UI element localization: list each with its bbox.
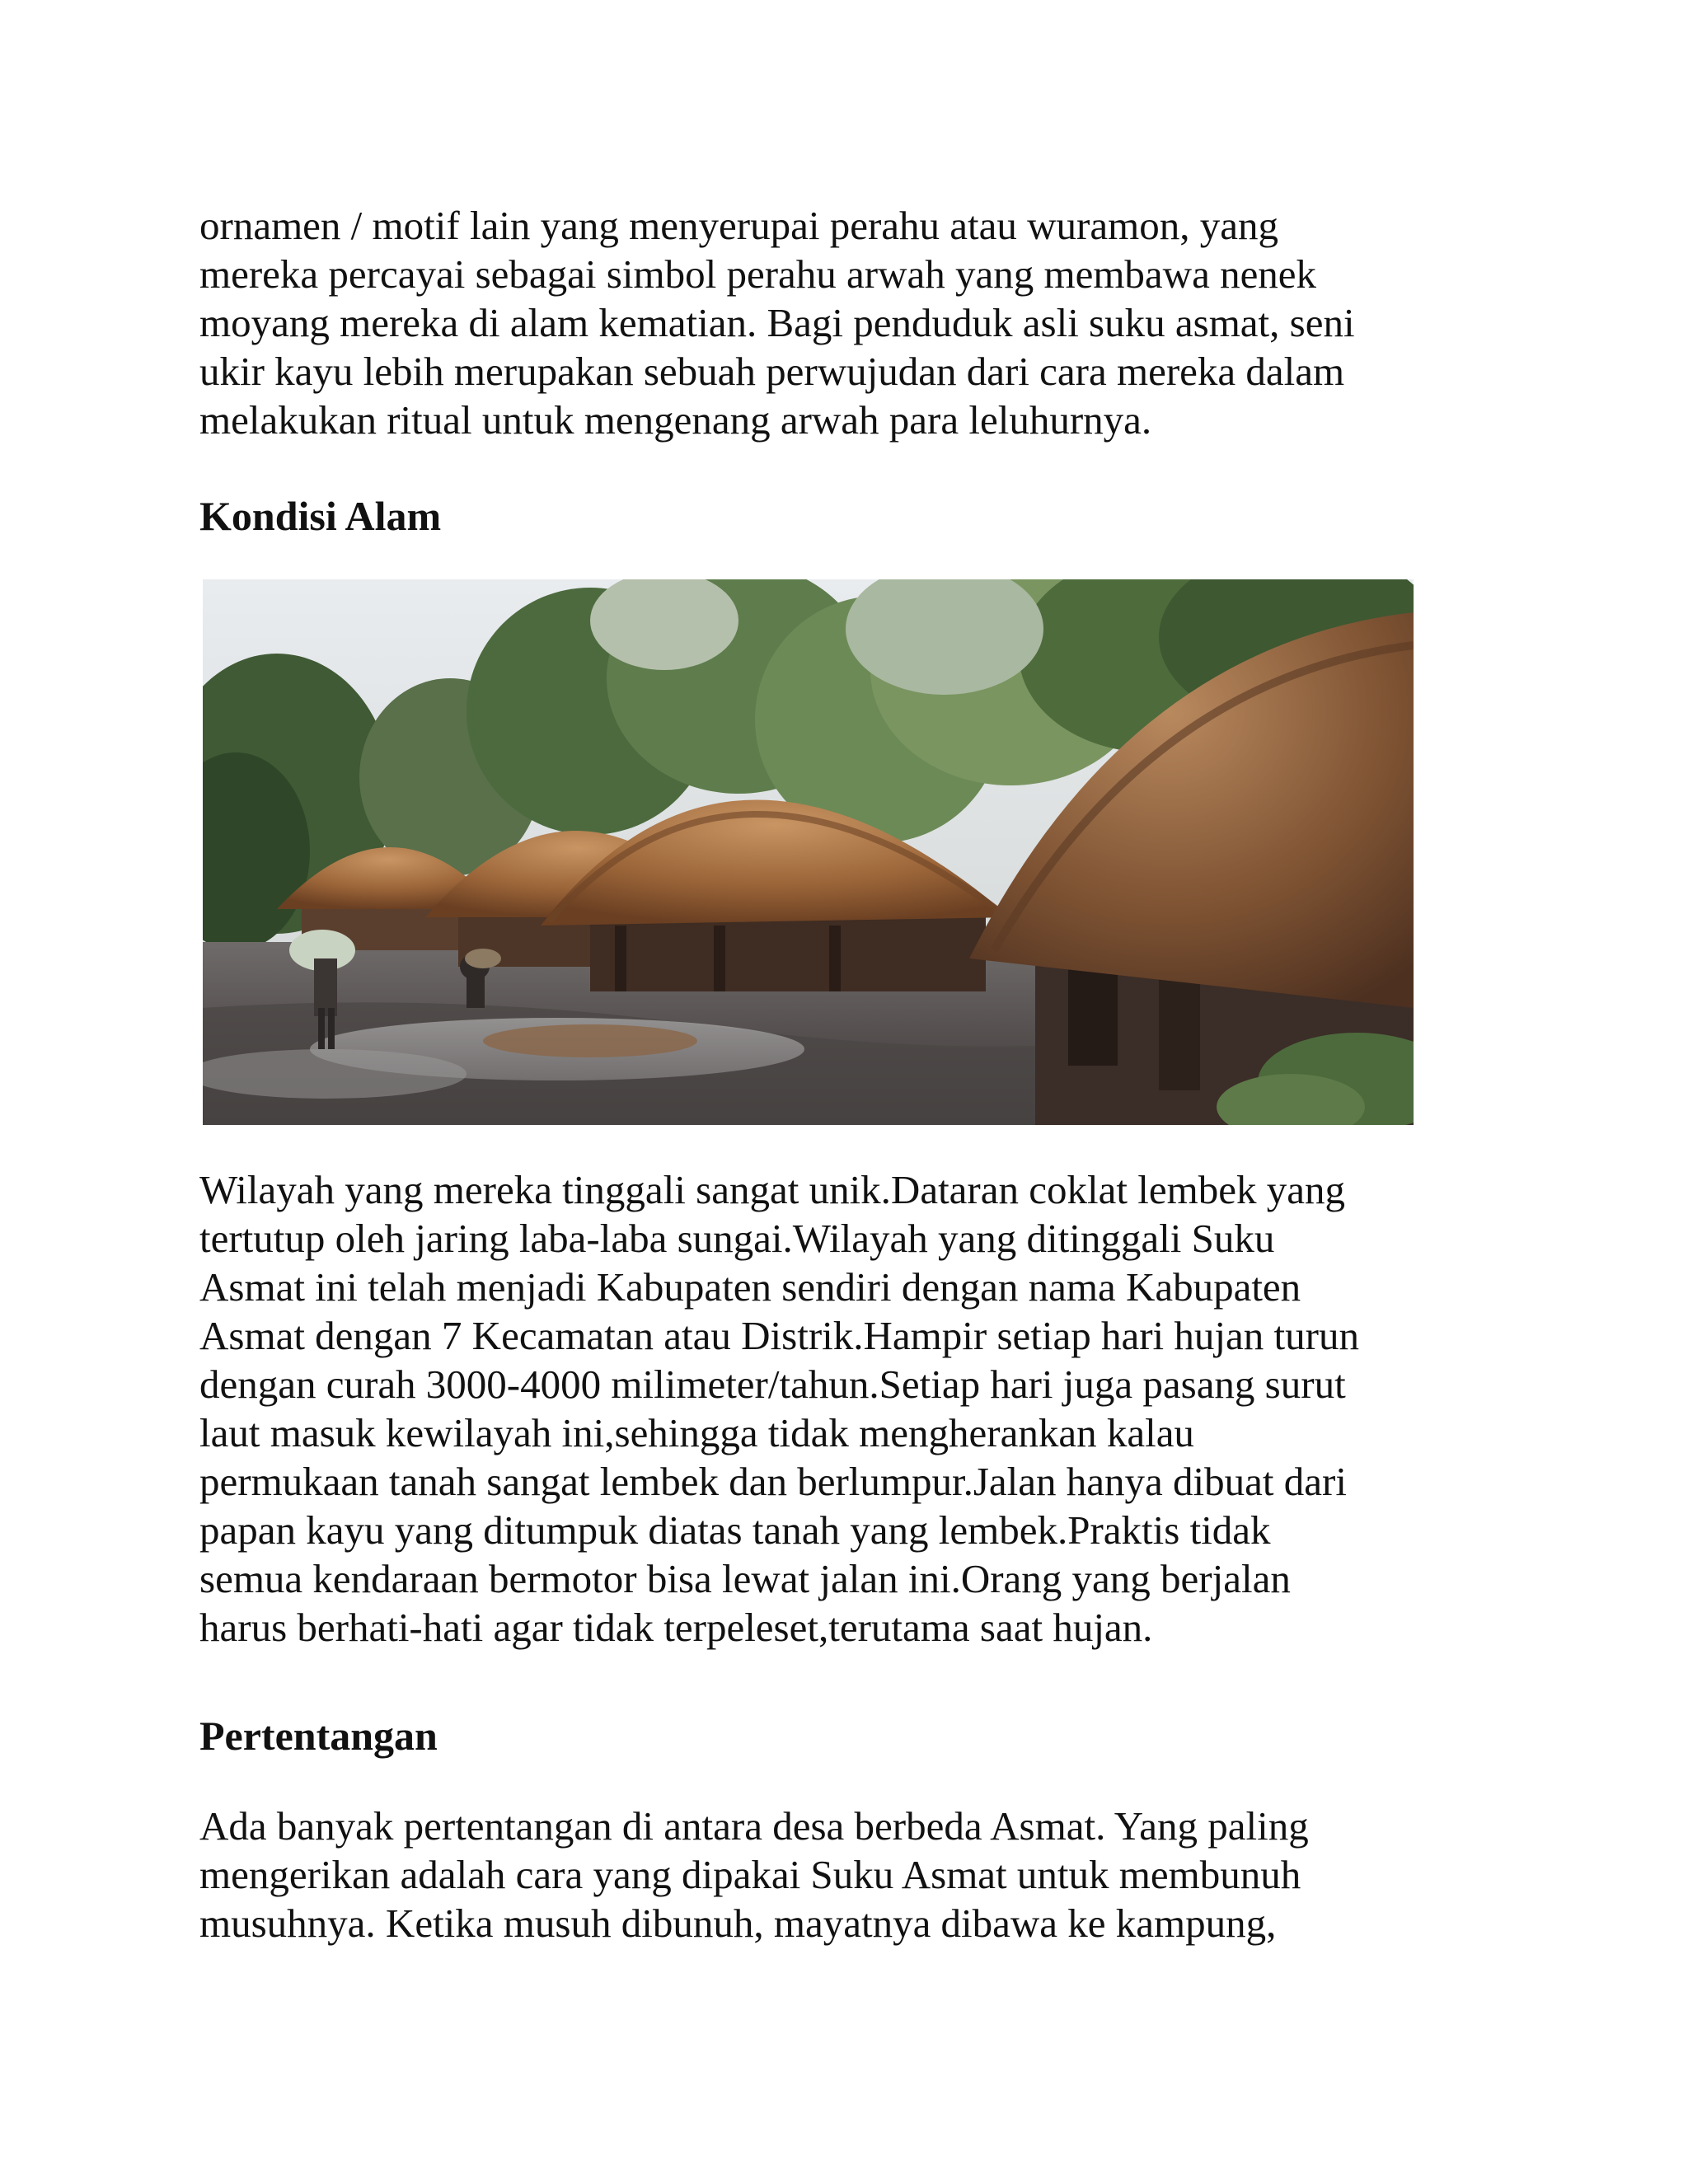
paragraph-intro: ornamen / motif lain yang menyerupai perahu atau wuramon, yang mereka percayai sebagai simbol perahu arwah yang membawa nenek moyang mereka di alam kematian. Bagi penduduk asli suku asmat, seni ukir kayu lebih merupakan sebuah perwujudan dari cara mereka dalam melakukan ritual untuk mengenang arwah para leluhurnya. [199,203,1355,443]
village-photo [203,579,1414,1125]
heading-kondisi-alam: Kondisi Alam [199,493,442,539]
paragraph-kondisi-alam: Wilayah yang mereka tinggali sangat unik.Dataran coklat lembek yang tertutup oleh jaring laba-laba sungai.Wilayah yang ditinggali Suku Asmat ini telah menjadi Kabupaten sendiri dengan nama Kabupaten Asmat dengan 7 Kecamatan atau Distrik.Hampir setiap hari hujan turun dengan curah 3000-4000 milimeter/tahun.Setiap hari juga pasang surut laut masuk kewilayah ini,sehingga tidak mengherankan kalau permukaan tanah sangat lembek dan berlumpur.Jalan hanya dibuat dari papan kayu yang ditumpuk diatas tanah yang lembek.Praktis tidak semua kendaraan bermotor bisa lewat jalan ini.Orang yang berjalan harus berhati-hati agar tidak terpeleset,terutama saat hujan. [199,1167,1359,1650]
paragraph-pertentangan: Ada banyak pertentangan di antara desa berbeda Asmat. Yang paling mengerikan adalah cara yang dipakai Suku Asmat untuk membunuh musuhnya. Ketika musuh dibunuh, mayatnya dibawa ke kampung, [199,1803,1309,1946]
heading-pertentangan: Pertentangan [199,1713,438,1759]
